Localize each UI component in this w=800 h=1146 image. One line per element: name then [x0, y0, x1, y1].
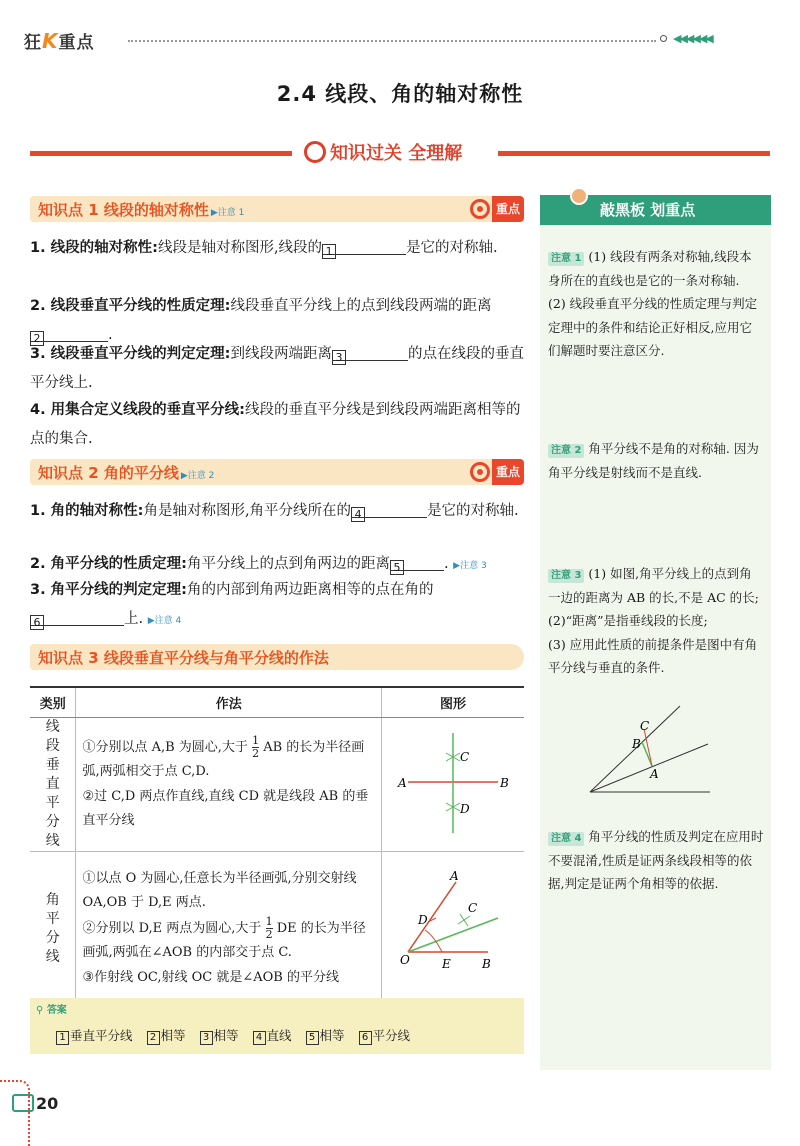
sidebar-note-2: 注意 2 角平分线不是角的对称轴. 因为角平分线是射线而不是直线.: [548, 441, 759, 480]
category-cell: 角平分线: [30, 851, 76, 1006]
key-badge: 重点: [492, 459, 524, 485]
angle-distance-figure: [580, 700, 720, 800]
kp3-bar: [30, 644, 524, 670]
answer-icon: ⚲: [36, 1005, 44, 1016]
key-badge: 重点: [492, 196, 524, 222]
sidebar-note-4: 注意 4 角平分线的性质及判定在应用时不要混淆,性质是证两条线段相等的依据,判定是证两个角相等的依据.: [548, 829, 764, 891]
sidebar-note-1: 注意 1 (1) 线段有两条对称轴,线段本身所在的直线也是它的一条对称轴. (2) 线段垂直平分线的性质定理与判定定理中的条件和结论正好相反,应用它们解题时要注意区分.: [548, 249, 758, 358]
answers-box: [30, 998, 524, 1054]
kp2-item-1: 1. 角的轴对称性:角是轴对称图形,角平分线所在的 4 是它的对称轴.: [30, 497, 524, 526]
perpendicular-bisector-figure: [382, 723, 524, 841]
table-row: [30, 851, 524, 1006]
kp3-title: 知识点 3 线段垂直平分线与角平分线的作法: [38, 649, 329, 667]
teacher-icon: [570, 187, 588, 205]
section-banner: [30, 140, 770, 166]
answers-header: 答案: [46, 1005, 67, 1016]
note-tag: 注意 4: [548, 832, 584, 846]
target-icon: [470, 462, 490, 482]
answer-blank[interactable]: 4: [351, 500, 427, 518]
page-number: 20: [12, 1094, 58, 1113]
kp2-item-3: 3. 角平分线的判定定理:角的内部到角两边距离相等的点在角的6 上. ▶注意 4: [30, 582, 434, 629]
lesson-title: 2.4 线段、角的轴对称性: [276, 82, 524, 106]
svg-text:B: B: [632, 737, 641, 751]
table-header: 类别: [30, 687, 76, 717]
answer-item: 6 平分线: [359, 1028, 411, 1043]
kp2-bar: [30, 459, 524, 485]
svg-text:A: A: [449, 868, 459, 883]
kp2-note: ▶注意 2: [180, 471, 215, 481]
svg-text:B: B: [481, 956, 491, 971]
answer-item: 4 直线: [253, 1028, 292, 1043]
answer-blank[interactable]: 2: [30, 324, 108, 342]
kp2-title: 知识点 2 角的平分线: [38, 464, 179, 482]
svg-text:C: C: [640, 719, 650, 733]
table-header: 图形: [381, 687, 524, 717]
fraction: $\frac{1}{2}$: [252, 733, 260, 760]
steps-cell: ①以点 O 为圆心,任意长为半径画弧,分别交射线 OA,OB 于 D,E 两点. ②分别以 D,E 两点为圆心,大于 $\frac{1}{2}$ DE 的长为半径画弧,两弧在∠AOB 的内部交于点 C. ③作射线 OC,射线 OC 就是∠AOB 的平分线: [76, 851, 382, 1006]
table-row: [30, 717, 524, 851]
svg-text:A: A: [397, 776, 407, 790]
note-tag: 注意 3: [548, 569, 584, 583]
banner-icon: [304, 141, 326, 163]
steps-cell: ①分别以点 A,B 为圆心,大于 $\frac{1}{2}$ AB 的长为半径画弧,两弧相交于点 C,D. ②过 C,D 两点作直线,直线 CD 就是线段 AB 的垂直平分线: [76, 717, 382, 851]
answers-list: [56, 1026, 420, 1045]
answer-blank[interactable]: 1: [322, 237, 406, 255]
kp1-item-2: 2. 线段垂直平分线的性质定理:线段垂直平分线上的点到线段两端的距离2 .: [30, 298, 492, 345]
svg-text:E: E: [441, 956, 451, 971]
answer-blank[interactable]: 5: [390, 553, 444, 571]
construction-table: [30, 686, 524, 1007]
sidebar-header: [540, 195, 771, 225]
answer-item: 2 相等: [147, 1028, 186, 1043]
category-cell: 线段垂直平分线: [30, 717, 76, 851]
answer-blank[interactable]: 3: [332, 343, 408, 361]
brand-logo: 狂K重点: [24, 29, 95, 53]
note-tag: 注意 1: [548, 252, 584, 266]
answer-blank[interactable]: 6: [30, 608, 124, 626]
svg-text:C: C: [467, 900, 478, 915]
kp1-bar: [30, 196, 524, 222]
header-arrows-icon: ◀◀◀◀◀◀: [660, 32, 780, 45]
answer-item: 3 相等: [200, 1028, 239, 1043]
target-icon: [470, 199, 490, 219]
sidebar-note-3: 注意 3 (1) 如图,角平分线上的点到角一边的距离为 AB 的长,不是 AC 的长; (2)“距离”是指垂线段的长度; (3) 应用此性质的前提条件是图中有角平分线与垂直的条件.: [548, 566, 759, 675]
figure-cell: [381, 851, 524, 1006]
kp1-title: 知识点 1 线段的轴对称性: [38, 201, 209, 219]
header-divider: [128, 40, 656, 42]
svg-text:C: C: [459, 750, 470, 764]
footer-decoration: [0, 1080, 30, 1146]
table-header: 作法: [76, 687, 382, 717]
svg-text:A: A: [650, 767, 659, 781]
svg-text:D: D: [459, 802, 470, 816]
fraction: $\frac{1}{2}$: [265, 914, 273, 941]
banner-label: 知识过关 全理解: [330, 143, 463, 164]
svg-text:O: O: [399, 952, 410, 967]
kp1-item-1: 1. 线段的轴对称性:线段是轴对称图形,线段的 1 是它的对称轴.: [30, 234, 524, 263]
svg-text:B: B: [499, 776, 509, 790]
kp1-item-4: 4. 用集合定义线段的垂直平分线:线段的垂直平分线是到线段两端距离相等的点的集合.: [30, 402, 521, 447]
kp1-item-3: 3. 线段垂直平分线的判定定理:到线段两端距离 3 的点在线段的垂直平分线上.: [30, 340, 524, 398]
figure-cell: [381, 717, 524, 851]
angle-bisector-figure: [382, 852, 524, 1002]
svg-text:D: D: [417, 912, 428, 927]
answer-item: 5 相等: [306, 1028, 345, 1043]
sidebar-title: 敲黑板 划重点: [600, 201, 696, 219]
note-tag: 注意 2: [548, 444, 584, 458]
page-icon: [12, 1094, 34, 1112]
kp1-note: ▶注意 1: [210, 208, 245, 218]
answer-item: 1 垂直平分线: [56, 1028, 133, 1043]
kp2-item-2: 2. 角平分线的性质定理:角平分线上的点到角两边的距离 5 . ▶注意 3: [30, 550, 524, 581]
